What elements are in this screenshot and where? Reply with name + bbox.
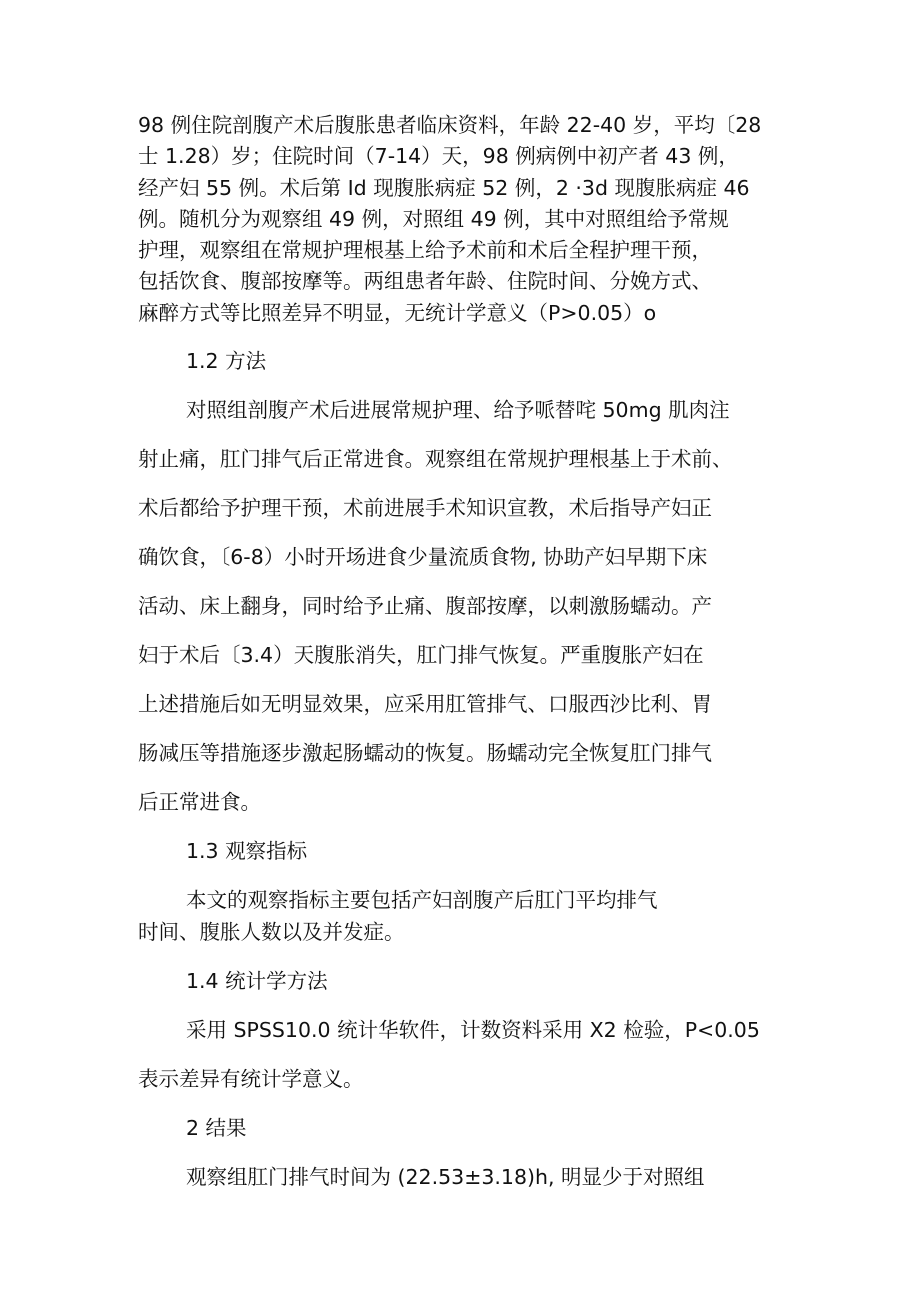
- text-line: 对照组剖腹产术后进展常规护理、给予哌替咤 50mg 肌肉注: [186, 398, 730, 423]
- section-heading-methods: 1.2 方法: [186, 349, 267, 374]
- text-line: 肠减压等措施逐步激起肠蠕动的恢复。肠蠕动完全恢复肛门排气: [138, 741, 712, 766]
- text-line: 妇于术后〔3.4）天腹胀消失，肛门排气恢复。严重腹胀产妇在: [138, 643, 704, 668]
- intro-paragraph: [138, 110, 786, 329]
- text-line: 术后都给予护理干预，术前进展手术知识宣教，术后指导产妇正: [138, 496, 712, 521]
- text-line: 后正常进食。: [138, 790, 261, 815]
- text-line: 例。随机分为观察组 49 例，对照组 49 例，其中对照组给予常规: [138, 206, 729, 231]
- methods-paragraph: [138, 394, 786, 818]
- text-line: 98 例住院剖腹产术后腹胀患者临床资料，年龄 22-40 岁，平均〔28: [138, 113, 762, 137]
- results-paragraph: [138, 1161, 786, 1193]
- text-line: 士 1.28）岁；住院时间（7-14）天，98 例病例中初产者 43 例，: [138, 144, 739, 169]
- statistics-paragraph: [138, 1014, 786, 1095]
- text-line: 观察组肛门排气时间为 (22.53±3.18)h, 明显少于对照组: [186, 1165, 705, 1190]
- text-line: 包括饮食、腹部按摩等。两组患者年龄、住院时间、分娩方式、: [138, 269, 712, 294]
- text-line: 经产妇 55 例。术后第 Id 现腹胀病症 52 例，2 ·3d 现腹胀病症 46: [138, 175, 750, 200]
- section-heading-results: 2 结果: [186, 1116, 247, 1141]
- section-heading-statistics: 1.4 统计学方法: [186, 969, 328, 994]
- text-line: 确饮食，〔6-8）小时开场进食少量流质食物, 协助产妇早期下床: [138, 545, 708, 570]
- text-line: 活动、床上翻身，同时给予止痛、腹部按摩，以刺激肠蠕动。产: [138, 594, 712, 619]
- document-page: [138, 110, 786, 1210]
- text-line: 表示差异有统计学意义。: [138, 1067, 364, 1092]
- text-line: 射止痛，肛门排气后正常进食。观察组在常规护理根基上于术前、: [138, 447, 733, 472]
- observation-paragraph: [138, 884, 786, 948]
- text-line: 麻醉方式等比照差异不明显，无统计学意义（P>0.05）o: [138, 300, 657, 325]
- text-line: 护理，观察组在常规护理根基上给予术前和术后全程护理干预，: [138, 238, 712, 263]
- text-line: 本文的观察指标主要包括产妇剖腹产后肛门平均排气: [186, 888, 658, 913]
- text-line: 采用 SPSS10.0 统计华软件，计数资料采用 X2 检验，P<0.05: [186, 1018, 760, 1043]
- text-line: 时间、腹胀人数以及并发症。: [138, 920, 405, 945]
- section-heading-observation-indicators: 1.3 观察指标: [186, 839, 308, 864]
- text-line: 上述措施后如无明显效果，应采用肛管排气、口服西沙比利、胃: [138, 692, 712, 717]
